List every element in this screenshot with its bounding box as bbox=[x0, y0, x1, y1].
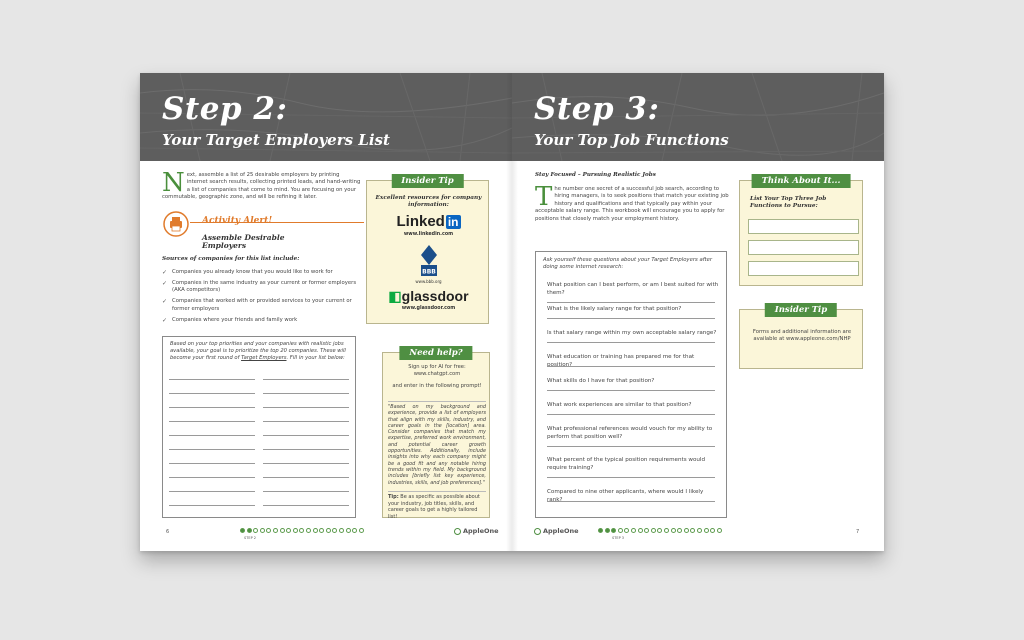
write-in-line[interactable] bbox=[169, 435, 255, 436]
glassdoor-logo: ◧glassdoor bbox=[388, 288, 469, 304]
write-in-line[interactable] bbox=[263, 449, 349, 450]
progress-dot bbox=[704, 528, 709, 533]
glassdoor-g-icon: ◧ bbox=[388, 288, 402, 304]
progress-dot bbox=[684, 528, 689, 533]
right-page bbox=[512, 73, 884, 551]
questions-intro: Ask yourself these questions about your Target Employers after doing some internet research: bbox=[543, 257, 713, 271]
sources-heading: Sources of companies for this list include: bbox=[162, 256, 300, 262]
question-text: What is the likely salary range for that position? bbox=[547, 306, 682, 312]
page-number-right: 7 bbox=[856, 529, 860, 535]
need-help-box bbox=[382, 348, 490, 520]
target-employers-worksheet bbox=[162, 336, 356, 518]
activity-alert bbox=[162, 210, 362, 250]
progress-dot bbox=[280, 528, 285, 533]
sources-list bbox=[162, 269, 362, 327]
progress-dot bbox=[710, 528, 715, 533]
write-in-line[interactable] bbox=[169, 407, 255, 408]
answer-line[interactable] bbox=[547, 366, 715, 367]
questions-worksheet bbox=[535, 251, 727, 518]
list-item: ✓ Companies that worked with or provided services to your current or former employers bbox=[162, 298, 352, 312]
write-in-line[interactable] bbox=[263, 379, 349, 380]
job-function-input-3[interactable] bbox=[748, 261, 859, 276]
progress-dot bbox=[359, 528, 364, 533]
think-about-it-tab: Think About It... bbox=[752, 174, 851, 188]
activity-title: Assemble Desirable Employers bbox=[202, 233, 285, 250]
write-in-line[interactable] bbox=[169, 393, 255, 394]
write-in-line[interactable] bbox=[263, 393, 349, 394]
right-dropcap: T bbox=[535, 182, 553, 212]
step-2-title: Step 2: bbox=[162, 91, 288, 127]
linkedin-logo: Linked in bbox=[396, 213, 459, 230]
progress-dot bbox=[631, 528, 636, 533]
write-in-line[interactable] bbox=[169, 463, 255, 464]
step-3-title: Step 3: bbox=[534, 91, 660, 127]
progress-dot bbox=[240, 528, 245, 533]
progress-dot bbox=[651, 528, 656, 533]
progress-dot bbox=[286, 528, 291, 533]
progress-dot bbox=[299, 528, 304, 533]
answer-line[interactable] bbox=[547, 342, 715, 343]
linkedin-url[interactable]: www.linkedin.com bbox=[403, 232, 454, 237]
check-icon: ✓ bbox=[162, 316, 168, 324]
help-intro: Sign up for AI for free: www.chatgpt.com and enter in the following prompt! bbox=[383, 364, 491, 390]
progress-dot bbox=[273, 528, 278, 533]
progress-dot bbox=[677, 528, 682, 533]
question-text: Compared to nine other applicants, where would I likely rank? bbox=[547, 489, 704, 503]
left-page bbox=[140, 73, 512, 551]
right-intro bbox=[535, 182, 732, 223]
answer-line[interactable] bbox=[547, 414, 715, 415]
progress-dot bbox=[313, 528, 318, 533]
insider-tip-tab: Insider Tip bbox=[391, 174, 463, 188]
write-in-line[interactable] bbox=[263, 491, 349, 492]
answer-line[interactable] bbox=[547, 318, 715, 319]
write-in-line[interactable] bbox=[263, 505, 349, 506]
need-help-tab: Need help? bbox=[399, 346, 472, 360]
answer-line[interactable] bbox=[547, 446, 715, 447]
step-label-right: STEP 3 bbox=[612, 536, 625, 540]
worksheet-instructions: Based on your top priorities and your companies with realistic jobs available, your goal is to prioritize the top 20 companies. These will become your first round of Target Employers. Fill in your list below: bbox=[170, 341, 346, 362]
write-in-line[interactable] bbox=[263, 407, 349, 408]
answer-line[interactable] bbox=[547, 390, 715, 391]
progress-dot bbox=[638, 528, 643, 533]
progress-dot bbox=[332, 528, 337, 533]
help-prompt: "Based on my background and experience, provide a list of employers that align with my skills, industry, and career goals in the [location] area. Consider companies that match my expertise, preferred work environment, and potential career growth opportunities. Additionally, include insights into why each company might be a good fit and any notable hiring trends within my field. My background includes [briefly list key experience, industries, skills, and job preferences]." bbox=[388, 401, 486, 486]
progress-dot bbox=[618, 528, 623, 533]
appleone-logo-right: AppleOne bbox=[534, 527, 579, 535]
progress-dot bbox=[352, 528, 357, 533]
step-2-subtitle: Your Target Employers List bbox=[162, 131, 390, 149]
progress-dot bbox=[697, 528, 702, 533]
answer-line[interactable] bbox=[547, 477, 715, 478]
question-text: What percent of the typical position requirements would require training? bbox=[547, 457, 706, 471]
activity-alert-label: Activity Alert! bbox=[202, 216, 273, 226]
list-item: ✓ Companies in the same industry as your current or former employers (AKA competitors) bbox=[162, 279, 357, 294]
write-in-line[interactable] bbox=[263, 435, 349, 436]
insider-tip-text: Forms and additional information are available at www.appleone.com/NHP bbox=[752, 329, 852, 343]
progress-dot bbox=[598, 528, 603, 533]
list-item: ✓ Companies where your friends and family work bbox=[162, 316, 298, 324]
workbook-spread bbox=[140, 73, 884, 551]
insider-tip-box bbox=[366, 176, 489, 324]
right-intro-text: he number one secret of a successful job search, according to hiring managers, is to seek positions that match your existing job history and qualifications and that typically pay within your acceptable salary range. This workbook will encourage you to apply for positions that closely match your employment history. bbox=[535, 186, 729, 222]
progress-dot bbox=[306, 528, 311, 533]
write-in-line[interactable] bbox=[263, 463, 349, 464]
check-icon: ✓ bbox=[162, 269, 168, 276]
progress-dot bbox=[266, 528, 271, 533]
progress-dot bbox=[253, 528, 258, 533]
job-function-input-1[interactable] bbox=[748, 219, 859, 234]
write-in-line[interactable] bbox=[169, 449, 255, 450]
insider-tip-box-right bbox=[739, 305, 863, 369]
progress-dot bbox=[346, 528, 351, 533]
write-in-line[interactable] bbox=[169, 477, 255, 478]
write-in-line[interactable] bbox=[169, 421, 255, 422]
printer-icon bbox=[162, 210, 190, 238]
progress-dots-right bbox=[598, 528, 722, 533]
appleone-logo: AppleOne bbox=[454, 527, 499, 535]
question-text: Is that salary range within my own acceptable salary range? bbox=[547, 330, 717, 336]
progress-dot bbox=[664, 528, 669, 533]
list-item: ✓ Companies you already know that you would like to work for bbox=[162, 269, 333, 276]
question-text: What work experiences are similar to that position? bbox=[547, 402, 692, 408]
insider-tip-tab-right: Insider Tip bbox=[765, 303, 837, 317]
write-in-line[interactable] bbox=[263, 477, 349, 478]
think-about-it-box bbox=[739, 176, 863, 286]
answer-line[interactable] bbox=[547, 501, 715, 502]
progress-dot bbox=[644, 528, 649, 533]
help-tip: Tip: Be as specific as possible about your industry, job titles, skills, and career goals to get a highly tailored list! bbox=[388, 491, 486, 520]
progress-dot bbox=[611, 528, 616, 533]
check-icon: ✓ bbox=[162, 279, 168, 287]
stay-focused-heading: Stay Focused – Pursuing Realistic Jobs bbox=[535, 172, 656, 178]
left-dropcap: N bbox=[162, 168, 185, 198]
appleone-icon bbox=[454, 528, 461, 535]
svg-text:BBB: BBB bbox=[422, 268, 436, 276]
question-text: What professional references would vouch for my ability to perform that position well? bbox=[547, 426, 713, 440]
write-in-line[interactable] bbox=[169, 379, 255, 380]
answer-line[interactable] bbox=[547, 302, 715, 303]
glassdoor-url[interactable]: www.glassdoor.com bbox=[401, 306, 456, 311]
job-function-input-2[interactable] bbox=[748, 240, 859, 255]
question-text: What skills do I have for that position? bbox=[547, 378, 655, 384]
right-banner bbox=[512, 73, 884, 161]
progress-dot bbox=[293, 528, 298, 533]
appleone-icon bbox=[534, 528, 541, 535]
progress-dot bbox=[717, 528, 722, 533]
page-number: 6 bbox=[166, 529, 170, 535]
progress-dot bbox=[657, 528, 662, 533]
step-3-subtitle: Your Top Job Functions bbox=[534, 131, 729, 149]
progress-dot bbox=[605, 528, 610, 533]
insider-heading: Excellent resources for company information: bbox=[375, 195, 482, 208]
check-icon: ✓ bbox=[162, 298, 168, 306]
progress-dot bbox=[690, 528, 695, 533]
bbb-logo bbox=[417, 245, 441, 277]
left-intro bbox=[162, 168, 362, 202]
chatgpt-link[interactable]: www.chatgpt.com bbox=[413, 371, 461, 377]
left-banner bbox=[140, 73, 512, 161]
progress-dot bbox=[624, 528, 629, 533]
write-in-line[interactable] bbox=[169, 505, 255, 506]
progress-dot bbox=[260, 528, 265, 533]
progress-dots bbox=[240, 528, 364, 533]
target-employers-link: Target Employers bbox=[241, 355, 287, 362]
progress-dot bbox=[326, 528, 331, 533]
step-label: STEP 2 bbox=[244, 536, 257, 540]
progress-dot bbox=[339, 528, 344, 533]
write-in-line[interactable] bbox=[263, 421, 349, 422]
left-intro-text: ext, assemble a list of 25 desirable employers by printing internet search results, collecting printed leads, and hand-writing a list of companies that come to mind. You are focusing on your commutable, geographic zone, and will be refining it later. bbox=[162, 172, 361, 201]
bbb-url[interactable]: www.bbb.org bbox=[415, 279, 442, 284]
question-text: What position can I best perform, or am I best suited for with them? bbox=[547, 282, 719, 296]
progress-dot bbox=[671, 528, 676, 533]
progress-dot bbox=[319, 528, 324, 533]
think-heading: List Your Top Three Job Functions to Pursue: bbox=[750, 196, 827, 209]
question-text: What education or training has prepared me for that position? bbox=[547, 354, 695, 368]
progress-dot bbox=[247, 528, 252, 533]
write-in-line[interactable] bbox=[169, 491, 255, 492]
